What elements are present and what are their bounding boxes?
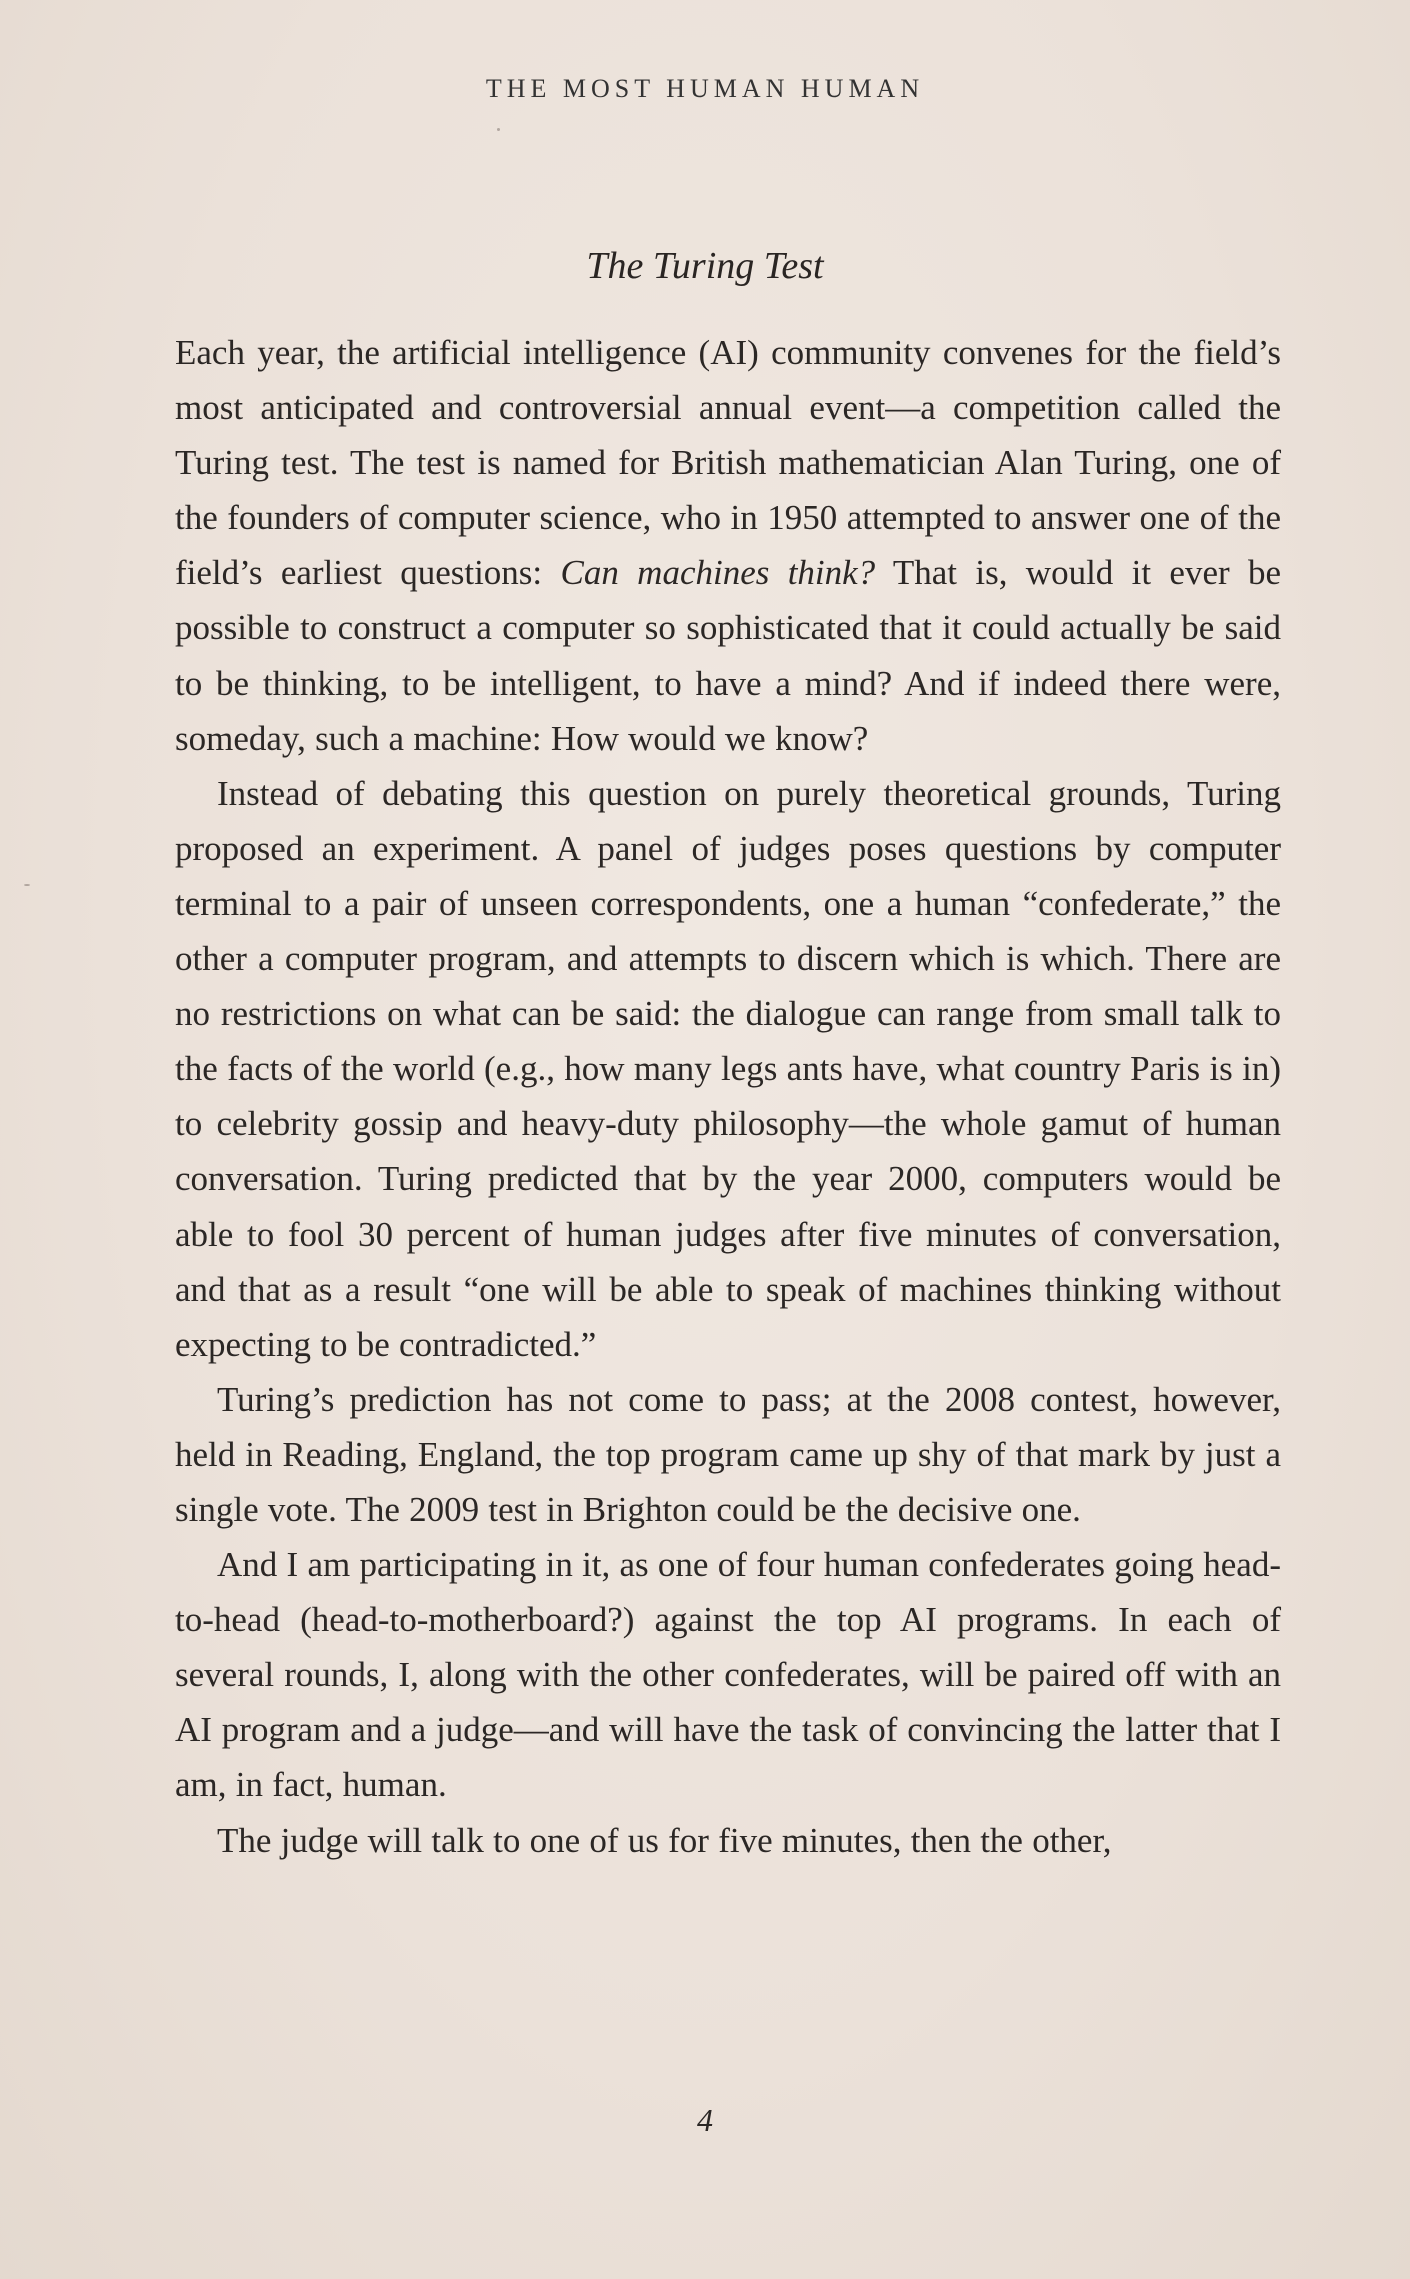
paragraph-5: The judge will talk to one of us for five minutes, then the other, bbox=[217, 1820, 1112, 1860]
paragraph-1-italic-question: Can machines think? bbox=[560, 553, 876, 593]
section-title: The Turing Test bbox=[586, 245, 824, 287]
paragraph-2: Instead of debating this question on purely theoretical grounds, Turing proposed an experiment. A panel of judges poses questions by computer terminal to a pair of unseen correspondents, one a human “confederate,” the other a computer program, and attempts to discern which is which. There are no restrictions on what can be said: the dialogue can range from small talk to the facts of the world (e.g., how many legs ants have, what country Paris is in) to celebrity gossip and heavy-duty philosophy—the whole gamut of human conversation. Turing predicted that by the year 2000, computers would be able to fool 30 percent of human judges after five minutes of conversation, and that as a result “one will be able to speak of machines thinking without expecting to be contradicted.” bbox=[175, 773, 1281, 1364]
paragraph-1 bbox=[175, 325, 1281, 766]
page-number: 4 bbox=[697, 2102, 713, 2138]
paragraph-4: And I am participating in it, as one of four human confederates going head-to-head (head-to-motherboard?) against the top AI programs. In each of several rounds, I, along with the other confederates, will be paired off with an AI program and a judge—and will have the task of convincing the latter that I am, in fact, human. bbox=[175, 1545, 1281, 1805]
body-text bbox=[175, 325, 1281, 1868]
paper-speck bbox=[497, 128, 500, 131]
paragraph-3: Turing’s prediction has not come to pass; at the 2008 contest, however, held in Reading, England, the top program came up shy of that mark by just a single vote. The 2009 test in Brighton could be the decisive one. bbox=[175, 1379, 1281, 1529]
running-head: THE MOST HUMAN HUMAN bbox=[485, 74, 925, 103]
paper-speck bbox=[24, 884, 30, 886]
paragraph-1-text-a: Each year, the artificial intelligence (AI) community convenes for the field’s most anticipated and controversial annual event—a competition called the Turing test. The test is named for British mathematician Alan Turing, one of the founders of computer science, who in 1950 attempted to answer one of the field’s earliest questions: bbox=[175, 333, 1281, 593]
paragraph-1-text-b: That is, would it ever be possible to construct a computer so sophisticated that it could actually be said to be thinking, to be intelligent, to have a mind? And if indeed there were, someday, such a machine: How would we know? bbox=[175, 553, 1281, 758]
